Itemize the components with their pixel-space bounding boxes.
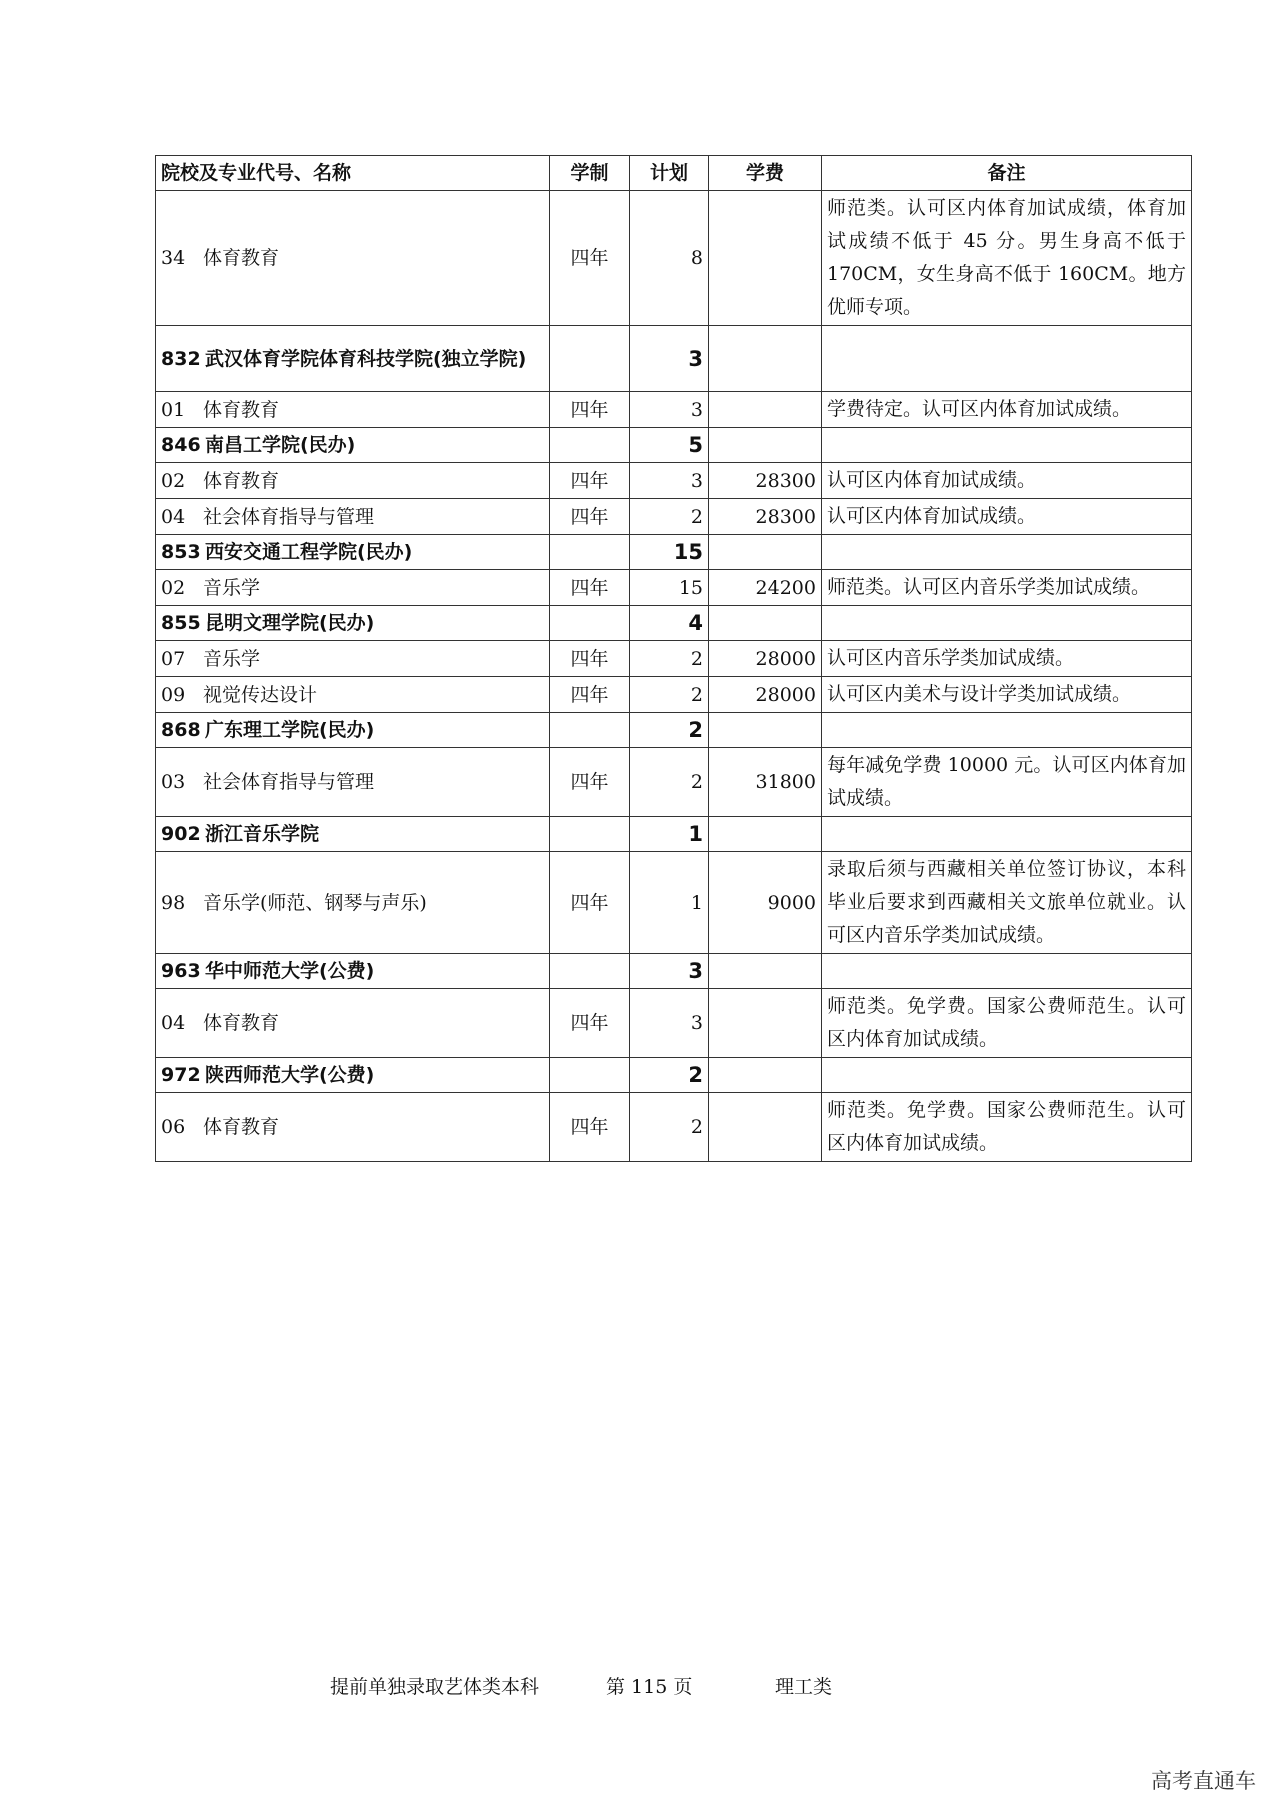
- tuition-cell: 28300: [709, 499, 822, 535]
- tuition-cell: [709, 606, 822, 641]
- major-row: [156, 641, 1192, 677]
- duration-cell: [550, 1058, 630, 1093]
- school-row: [156, 817, 1192, 852]
- duration-cell: [550, 713, 630, 748]
- school-name-cell: [156, 713, 550, 748]
- school-name: 陕西师范大学(公费): [205, 1064, 375, 1086]
- major-row: [156, 677, 1192, 713]
- tuition-cell: [709, 713, 822, 748]
- tuition-cell: 28300: [709, 463, 822, 499]
- plan-cell: 3: [630, 326, 709, 392]
- school-row: [156, 954, 1192, 989]
- school-name: 西安交通工程学院(民办): [205, 541, 413, 563]
- major-name: 体育教育: [203, 469, 280, 492]
- notes-cell: [822, 713, 1192, 748]
- duration-cell: 四年: [550, 1093, 630, 1162]
- tuition-cell: 24200: [709, 570, 822, 606]
- admissions-table: [155, 155, 1192, 1162]
- school-name-cell: [156, 817, 550, 852]
- major-row: [156, 852, 1192, 954]
- school-name: 浙江音乐学院: [205, 823, 320, 845]
- tuition-cell: 28000: [709, 677, 822, 713]
- major-row: [156, 748, 1192, 817]
- plan-cell: 3: [630, 989, 709, 1058]
- plan-cell: 2: [630, 641, 709, 677]
- major-name-cell: [156, 392, 550, 428]
- plan-cell: 5: [630, 428, 709, 463]
- school-row: [156, 428, 1192, 463]
- duration-cell: 四年: [550, 463, 630, 499]
- major-name: 体育教育: [203, 1116, 280, 1138]
- major-row: [156, 499, 1192, 535]
- tuition-cell: [709, 989, 822, 1058]
- notes-cell: [822, 1058, 1192, 1093]
- tuition-cell: [709, 392, 822, 428]
- header-notes: 备注: [822, 156, 1192, 191]
- major-row: [156, 463, 1192, 499]
- table-body: [156, 191, 1192, 1162]
- school-name: 广东理工学院(民办): [205, 719, 375, 741]
- major-name-cell: [156, 677, 550, 713]
- tuition-cell: [709, 1058, 822, 1093]
- major-name-cell: [156, 191, 550, 326]
- major-code: 07: [161, 647, 186, 670]
- notes-cell: 认可区内体育加试成绩。: [822, 463, 1192, 499]
- duration-cell: [550, 428, 630, 463]
- notes-cell: 师范类。免学费。国家公费师范生。认可区内体育加试成绩。: [822, 1093, 1192, 1162]
- plan-cell: 2: [630, 1058, 709, 1093]
- duration-cell: 四年: [550, 677, 630, 713]
- school-name-cell: [156, 326, 550, 392]
- school-code: 832: [161, 347, 201, 370]
- notes-cell: [822, 428, 1192, 463]
- tuition-cell: [709, 191, 822, 326]
- tuition-cell: 31800: [709, 748, 822, 817]
- major-code: 01: [161, 398, 186, 421]
- school-name-cell: [156, 954, 550, 989]
- plan-cell: 8: [630, 191, 709, 326]
- duration-cell: [550, 817, 630, 852]
- school-row: [156, 1058, 1192, 1093]
- header-plan: 计划: [630, 156, 709, 191]
- school-code: 972: [161, 1064, 201, 1086]
- tuition-cell: [709, 535, 822, 570]
- duration-cell: 四年: [550, 852, 630, 954]
- plan-cell: 3: [630, 463, 709, 499]
- major-code: 04: [161, 505, 186, 528]
- plan-cell: 2: [630, 1093, 709, 1162]
- school-name: 华中师范大学(公费): [205, 960, 375, 982]
- notes-cell: 师范类。免学费。国家公费师范生。认可区内体育加试成绩。: [822, 989, 1192, 1058]
- notes-cell: 录取后须与西藏相关单位签订协议，本科毕业后要求到西藏相关文旅单位就业。认可区内音乐学类加试成绩。: [822, 852, 1192, 954]
- major-name-cell: [156, 570, 550, 606]
- school-code: 902: [161, 823, 201, 845]
- notes-cell: 师范类。认可区内音乐学类加试成绩。: [822, 570, 1192, 606]
- school-row: [156, 535, 1192, 570]
- school-name-cell: [156, 535, 550, 570]
- tuition-cell: [709, 817, 822, 852]
- notes-cell: 认可区内体育加试成绩。: [822, 499, 1192, 535]
- major-name-cell: [156, 463, 550, 499]
- duration-cell: 四年: [550, 392, 630, 428]
- plan-cell: 3: [630, 392, 709, 428]
- major-name: 音乐学(师范、钢琴与声乐): [203, 891, 427, 914]
- school-name: 昆明文理学院(民办): [205, 612, 375, 634]
- tuition-cell: [709, 428, 822, 463]
- notes-cell: [822, 535, 1192, 570]
- duration-cell: [550, 535, 630, 570]
- header-name: 院校及专业代号、名称: [156, 156, 550, 191]
- header-tuition: 学费: [709, 156, 822, 191]
- major-row: [156, 1093, 1192, 1162]
- major-name: 社会体育指导与管理: [203, 505, 375, 528]
- duration-cell: 四年: [550, 191, 630, 326]
- school-name: 武汉体育学院体育科技学院(独立学院): [205, 347, 527, 370]
- school-code: 846: [161, 434, 201, 456]
- notes-cell: 每年减免学费 10000 元。认可区内体育加试成绩。: [822, 748, 1192, 817]
- tuition-cell: [709, 1093, 822, 1162]
- tuition-cell: 28000: [709, 641, 822, 677]
- major-code: 02: [161, 469, 186, 492]
- plan-cell: 15: [630, 535, 709, 570]
- plan-cell: 3: [630, 954, 709, 989]
- plan-cell: 4: [630, 606, 709, 641]
- tuition-cell: [709, 326, 822, 392]
- major-name: 体育教育: [203, 247, 280, 269]
- major-code: 02: [161, 576, 186, 599]
- major-code: 06: [161, 1116, 186, 1138]
- major-code: 09: [161, 683, 186, 706]
- duration-cell: 四年: [550, 499, 630, 535]
- footer-section: 提前单独录取艺体类本科: [330, 1676, 540, 1698]
- major-name-cell: [156, 852, 550, 954]
- notes-cell: 师范类。认可区内体育加试成绩，体育加试成绩不低于 45 分。男生身高不低于 170CM，女生身高不低于 160CM。地方优师专项。: [822, 191, 1192, 326]
- major-name: 社会体育指导与管理: [203, 771, 375, 793]
- duration-cell: [550, 606, 630, 641]
- major-name: 视觉传达设计: [203, 683, 318, 706]
- major-name: 音乐学: [203, 647, 261, 670]
- major-row: [156, 570, 1192, 606]
- major-name: 体育教育: [203, 398, 280, 421]
- duration-cell: [550, 326, 630, 392]
- tuition-cell: 9000: [709, 852, 822, 954]
- major-row: [156, 989, 1192, 1058]
- major-name: 音乐学: [203, 576, 261, 599]
- major-name-cell: [156, 499, 550, 535]
- major-name-cell: [156, 748, 550, 817]
- notes-cell: [822, 326, 1192, 392]
- school-name-cell: [156, 606, 550, 641]
- notes-cell: 认可区内音乐学类加试成绩。: [822, 641, 1192, 677]
- header-duration: 学制: [550, 156, 630, 191]
- tuition-cell: [709, 954, 822, 989]
- plan-cell: 2: [630, 677, 709, 713]
- duration-cell: 四年: [550, 641, 630, 677]
- school-code: 868: [161, 719, 201, 741]
- school-name-cell: [156, 428, 550, 463]
- major-name-cell: [156, 989, 550, 1058]
- plan-cell: 2: [630, 748, 709, 817]
- school-row: [156, 713, 1192, 748]
- notes-cell: [822, 954, 1192, 989]
- school-name-cell: [156, 1058, 550, 1093]
- watermark: 高考直通车: [1151, 1769, 1256, 1793]
- school-code: 963: [161, 960, 201, 982]
- major-name: 体育教育: [203, 1012, 280, 1034]
- major-row: [156, 191, 1192, 326]
- school-row: [156, 606, 1192, 641]
- plan-cell: 1: [630, 852, 709, 954]
- footer-page-number: 第 115 页: [606, 1676, 693, 1698]
- major-code: 98: [161, 891, 186, 914]
- school-name: 南昌工学院(民办): [205, 434, 356, 456]
- major-code: 03: [161, 771, 186, 793]
- school-code: 855: [161, 612, 201, 634]
- duration-cell: 四年: [550, 570, 630, 606]
- duration-cell: [550, 954, 630, 989]
- plan-cell: 2: [630, 713, 709, 748]
- major-row: [156, 392, 1192, 428]
- school-row: [156, 326, 1192, 392]
- notes-cell: [822, 606, 1192, 641]
- table-header-row: [156, 156, 1192, 191]
- major-name-cell: [156, 1093, 550, 1162]
- plan-cell: 2: [630, 499, 709, 535]
- school-code: 853: [161, 541, 201, 563]
- notes-cell: 学费待定。认可区内体育加试成绩。: [822, 392, 1192, 428]
- plan-cell: 1: [630, 817, 709, 852]
- major-name-cell: [156, 641, 550, 677]
- major-code: 04: [161, 1012, 186, 1034]
- footer-category: 理工类: [775, 1676, 833, 1698]
- notes-cell: 认可区内美术与设计学类加试成绩。: [822, 677, 1192, 713]
- notes-cell: [822, 817, 1192, 852]
- major-code: 34: [161, 247, 186, 269]
- duration-cell: 四年: [550, 989, 630, 1058]
- duration-cell: 四年: [550, 748, 630, 817]
- plan-cell: 15: [630, 570, 709, 606]
